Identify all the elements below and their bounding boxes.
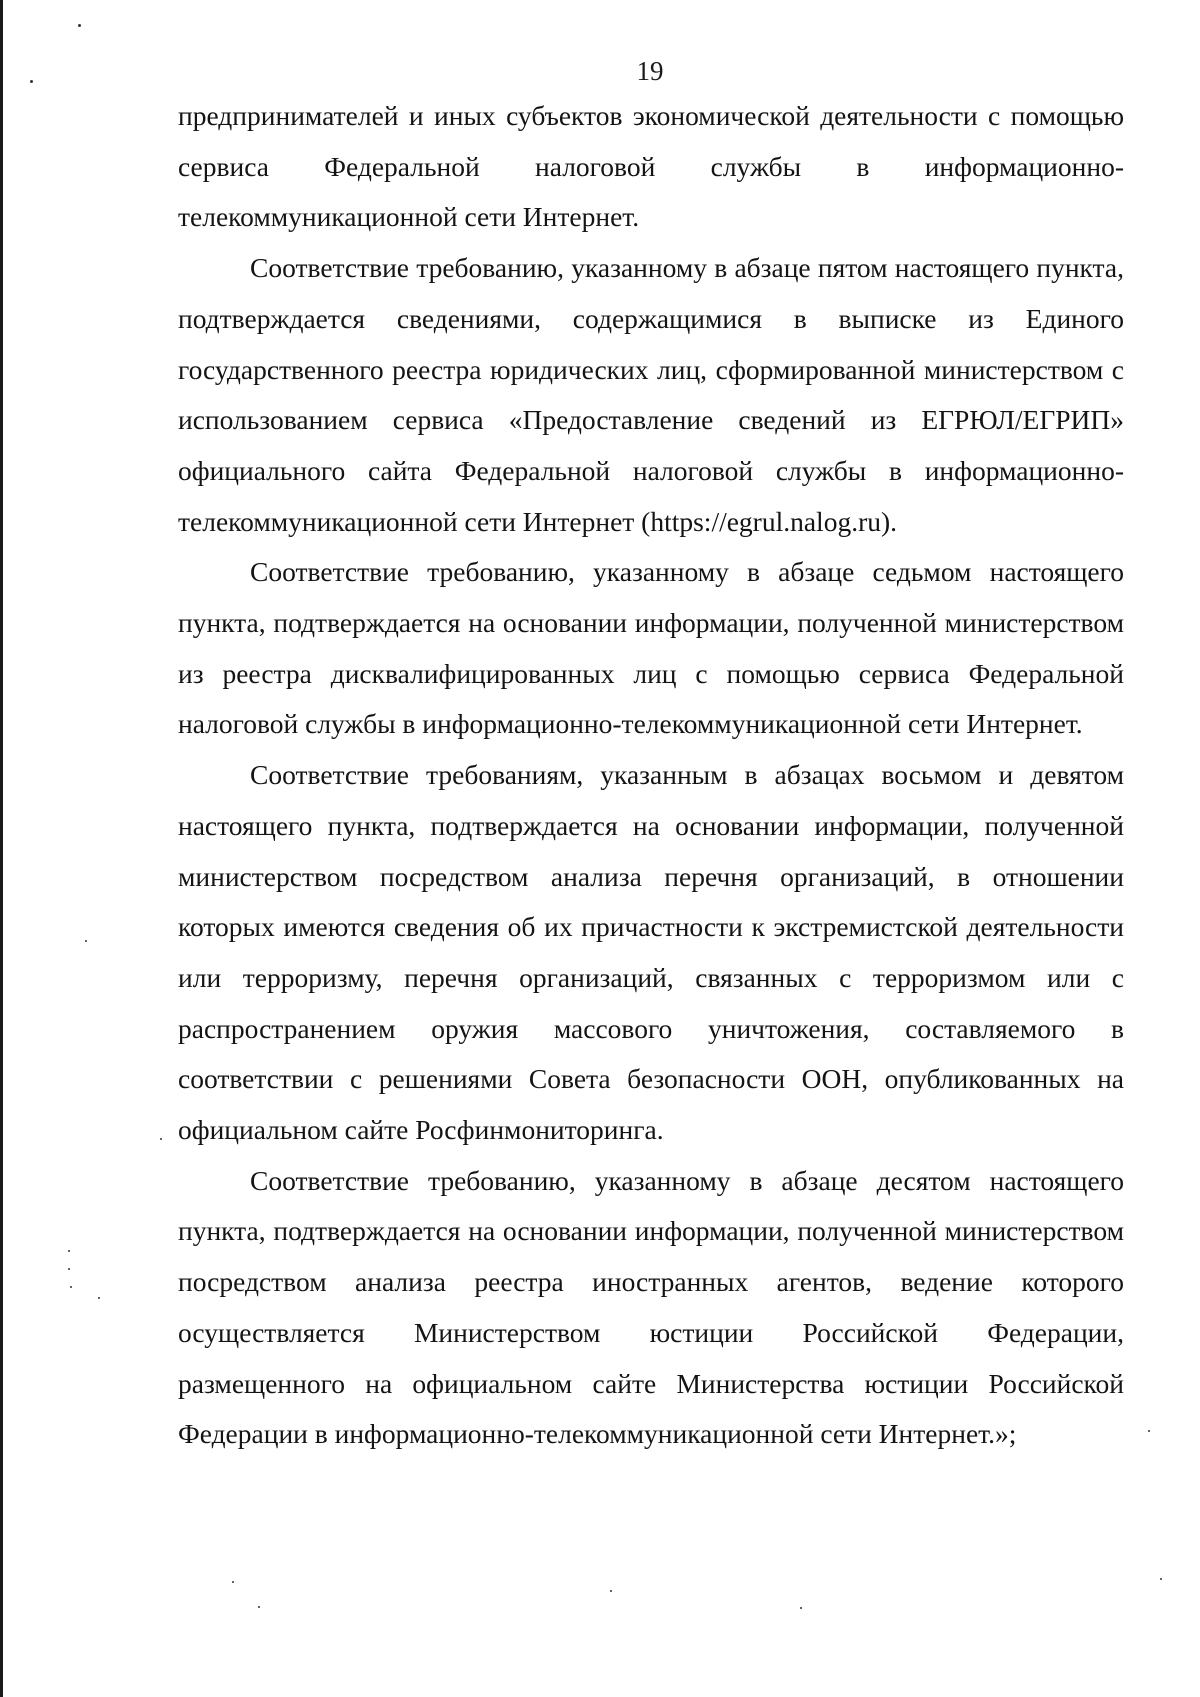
scan-speck: [68, 1268, 70, 1270]
scan-speck: [98, 1297, 100, 1299]
scan-speck: [85, 940, 87, 942]
paragraph-continuation: предпринимателей и иных субъектов экономической деятельности с помощью сервиса Федеральной налоговой службы в информационно-телекоммуникационной сети Интернет.: [178, 100, 1124, 233]
scan-speck: [160, 1138, 162, 1140]
scan-edge: [0, 0, 3, 1697]
scan-speck: [258, 1606, 260, 1608]
scan-speck: [78, 24, 81, 27]
scan-speck: [1160, 1578, 1162, 1580]
paragraph-extremism-lists: Соответствие требованиям, указанным в абзацах восьмом и девятом настоящего пункта, подтверждается на основании информации, полученной министерством посредством анализа перечня организаций, в отношении которых имеются сведения об их причастности к экстремистской деятельности или терроризму, перечня организаций, связанных с терроризмом или с распространением оружия массового уничтожения, составляемого в соответствии с решениями Совета безопасности ООН, опубликованных на официальном сайте Росфинмониторинга.: [178, 759, 1124, 1146]
scan-speck: [1148, 1430, 1150, 1432]
scan-speck: [232, 1581, 234, 1583]
paragraph-foreign-agents: Соответствие требованию, указанному в абзаце десятом настоящего пункта, подтверждается на основании информации, полученной министерством посредством анализа реестра иностранных агентов, ведение которого осуществляется Министерством юстиции Российской Федерации, размещенного на официальном сайте Министерства юстиции Российской Федерации в информационно-телекоммуникационной сети Интернет.»;: [178, 1164, 1124, 1450]
scan-speck: [800, 1607, 802, 1609]
scan-speck: [68, 1250, 70, 1252]
scan-speck: [610, 1590, 612, 1592]
paragraph-disqualified-registry: Соответствие требованию, указанному в абзаце седьмом настоящего пункта, подтверждается на основании информации, полученной министерством из реестра дисквалифицированных лиц с помощью сервиса Федеральной налоговой службы в информационно-телекоммуникационной сети Интернет.: [178, 556, 1124, 740]
paragraph-egrul: Соответствие требованию, указанному в абзаце пятом настоящего пункта, подтверждается сведениями, содержащимися в выписке из Единого государственного реестра юридических лиц, сформированной министерством с использованием сервиса «Предоставление сведений из ЕГРЮЛ/ЕГРИП» официального сайта Федеральной налоговой службы в информационно-телекоммуникационной сети Интернет (https://egrul.nalog.ru).: [178, 252, 1124, 537]
document-body: [178, 91, 1124, 1460]
page-number: 19: [636, 56, 664, 86]
scan-speck: [70, 1286, 72, 1288]
scan-speck: [30, 80, 33, 83]
